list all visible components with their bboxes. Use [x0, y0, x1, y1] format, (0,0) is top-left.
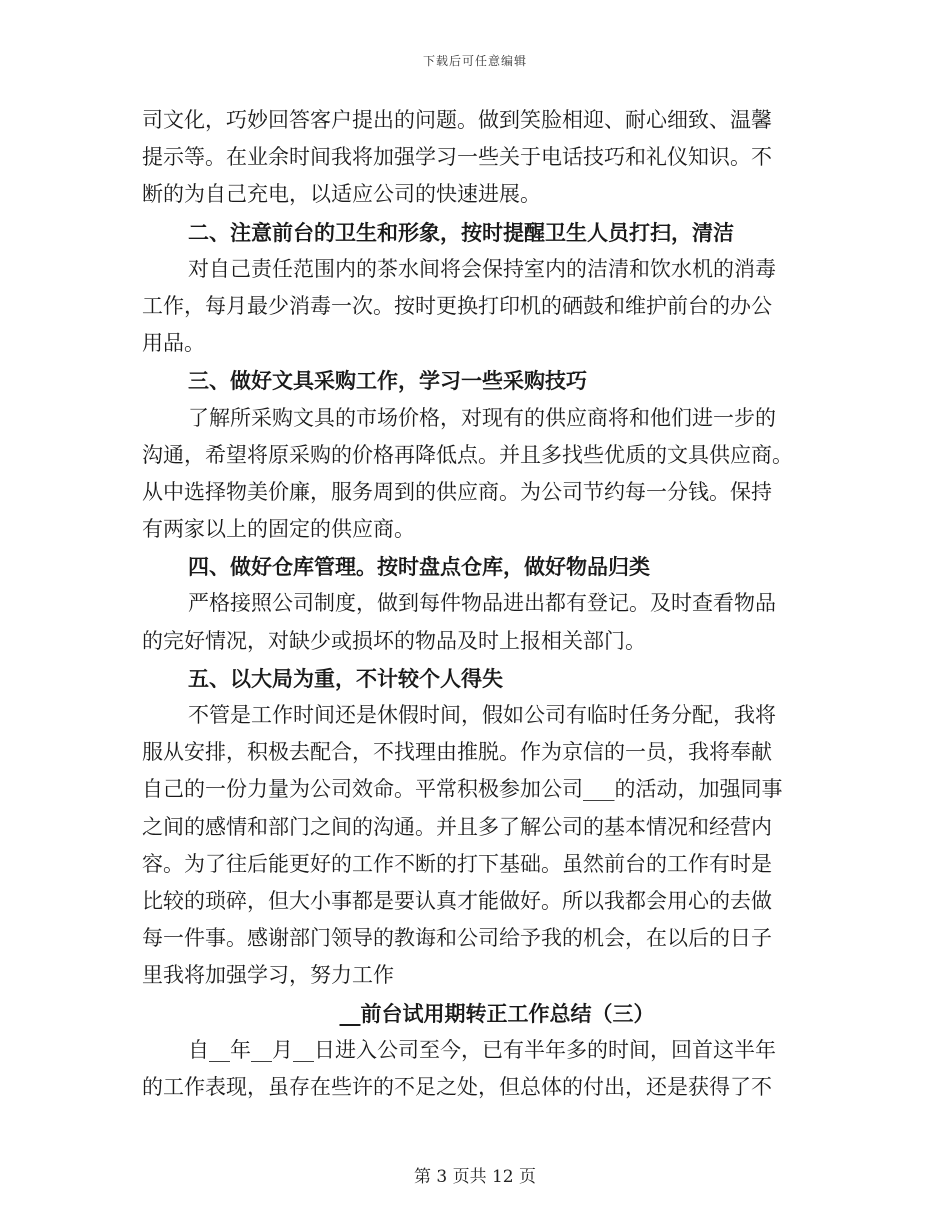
section-heading-2: 二、注意前台的卫生和形象，按时提醒卫生人员打扫，清洁	[188, 219, 734, 245]
text-line: 提示等。在业余时间我将加强学习一些关于电话技巧和礼仪知识。不	[142, 145, 772, 170]
text-line: 断的为自己充电，以适应公司的快速进展。	[142, 182, 541, 207]
text-line: 有两家以上的固定的供应商。	[142, 517, 415, 542]
text-line: 不管是工作时间还是休假时间，假如公司有临时任务分配，我将	[188, 703, 776, 727]
text-line: 用品。	[142, 331, 205, 356]
text-line: 沟通，希望将原采购的价格再降低点。并且多找些优质的文具供应商。	[142, 442, 793, 467]
document-title: __前台试用期转正工作总结（三）	[339, 1000, 655, 1026]
text-line: 自__年__月__日进入公司至今，已有半年多的时间，回首这半年	[188, 1037, 776, 1062]
text-line: 之间的感情和部门之间的沟通。并且多了解公司的基本情况和经营内	[142, 814, 772, 839]
section-heading-4: 四、做好仓库管理。按时盘点仓库，做好物品归类	[188, 554, 650, 580]
text-line: 的工作表现，虽存在些许的不足之处，但总体的付出，还是获得了不	[142, 1074, 772, 1099]
document-body	[142, 102, 802, 1106]
text-line: 从中选择物美价廉，服务周到的供应商。为公司节约每一分钱。保持	[142, 479, 772, 504]
text-line: 每一件事。感谢部门领导的教诲和公司给予我的机会，在以后的日子	[142, 926, 772, 951]
section-heading-3: 三、做好文具采购工作，学习一些采购技巧	[188, 368, 587, 394]
text-line: 比较的琐碎，但大小事都是要认真才能做好。所以我都会用心的去做	[142, 888, 772, 913]
text-line: 对自己责任范围内的茶水间将会保持室内的洁清和饮水机的消毒	[188, 256, 776, 281]
text-line: 服从安排，积极去配合，不找理由推脱。作为京信的一员，我将奉献	[142, 740, 772, 765]
text-line: 的完好情况，对缺少或损坏的物品及时上报相关部门。	[142, 628, 646, 653]
text-line: 工作，每月最少消毒一次。按时更换打印机的硒鼓和维护前台的办公	[142, 293, 772, 318]
text-line: 严格接照公司制度，做到每件物品进出都有登记。及时查看物品	[188, 591, 776, 616]
page-header: 下载后可任意编辑	[422, 54, 527, 68]
text-line: 自己的一份力量为公司效命。平常积极参加公司___的活动，加强同事	[142, 777, 783, 802]
text-line: 容。为了往后能更好的工作不断的打下基础。虽然前台的工作有时是	[142, 851, 772, 876]
page-footer: 第 3 页共 12 页	[413, 1167, 537, 1187]
text-line: 司文化，巧妙回答客户提出的问题。做到笑脸相迎、耐心细致、温馨	[142, 108, 772, 132]
section-heading-5: 五、以大局为重，不计较个人得失	[188, 665, 503, 691]
text-line: 了解所采购文具的市场价格，对现有的供应商将和他们进一步的	[188, 405, 776, 430]
text-line: 里我将加强学习，努力工作	[142, 963, 394, 988]
